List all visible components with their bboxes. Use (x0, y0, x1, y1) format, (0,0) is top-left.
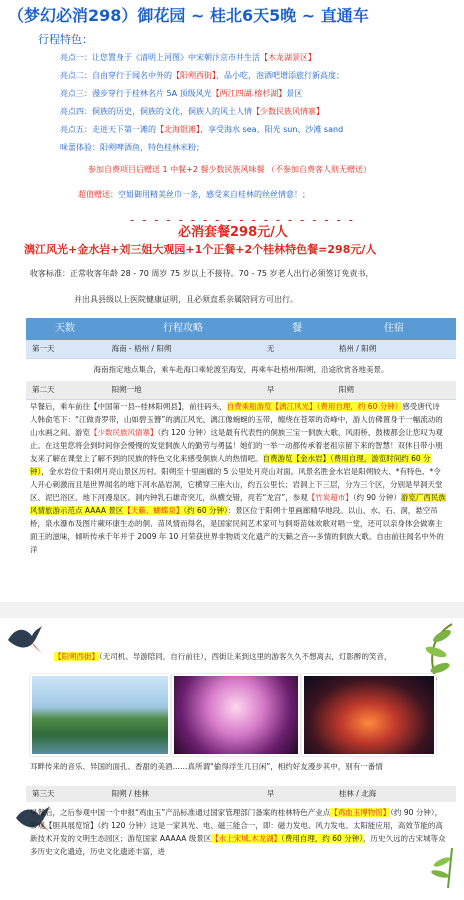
table-row (26, 381, 456, 400)
gift-meal-note: 参加自费项目后赠送 1 中餐+2 餐少数民族风味餐 （不参加自费客人则无赠送） (88, 165, 372, 174)
package-combo: 漓江风光+金水岩+刘三姐大观园+1个正餐+2个桂林特色餐=298元/人 (24, 243, 377, 256)
highlight-item: 亮点四：侗族的历史，侗族的文化，侗族人的风土人情【少数民族风情寨】 (60, 107, 324, 116)
age-requirement: 收客标准：正常收客年龄 28 - 70 周岁 75 岁以上不接待。70 - 75 岁老人出行必须签订免责书， (30, 269, 374, 278)
day-cell: 第二天 (32, 384, 55, 394)
package-price: 必消套餐298元/人 (178, 225, 288, 240)
highlight-item: 味蕾体验：阳朔啤酒鱼，特色桂林米粉； (60, 143, 204, 152)
header-day: 天数 (55, 322, 75, 334)
bamboo-icon (418, 848, 458, 888)
gift-scarf-note: 超值赠送：空姐御用精美丝巾一条，感受来自桂林的丝丝情意！； (78, 190, 310, 199)
swallow-icon (4, 618, 44, 662)
page-title: （梦幻必消298）御花园 ~ 桂北6天5晚 ~ 直通车 (8, 6, 369, 25)
night-street-photo (302, 674, 436, 756)
page-break (0, 602, 464, 618)
table-row (26, 786, 456, 802)
route-cell: 海南 - 梧州 / 阳朔 (111, 343, 172, 353)
highlight-item: 亮点三：漫步穿行于桂林名片 5A 顶级风光【两江四湖.榕杉湖】景区 (60, 89, 303, 98)
route-cell: 阳朔 / 桂林 (111, 788, 149, 798)
hotel-cell: 阳朔 (338, 384, 354, 394)
day-cell: 第一天 (32, 343, 55, 353)
itinerary-table (26, 318, 456, 400)
route-cell: 阳朔一地 (111, 384, 142, 394)
highlights-list (60, 52, 460, 160)
highlight-item: 亮点五：走进天下第一滩的【北海银滩】，享受海水 sea、阳光 sun、沙滩 sand (60, 125, 344, 134)
section-label: 行程特色： (38, 33, 93, 46)
day2-description: 早餐后，乘车前往【中国第一县--桂林阳朔县】，前往码头，自费乘船游览【漓江风光】（费用自理，约 60 分钟）感受唐代诗人韩俞笔下：“江做青罗带，山如碧玉簪”的漓江风光，漓江像蜿蜒的玉带，缠绕在苍翠的奇峰中，游人仿佛置身于一幅流动的山水画之间。游览【少数民族风情寨】（约 120 分钟）这是最有代表性的侗族三宝一侗族大歌、风雨桥、鼓楼都会让您叹为观止。在这里您将会到时间你会慢慢的发觉侗族人的勤劳与勇猛！她们的一举一动都传承着老祖宗留下来的智慧！双休日带小朋友来了解在课堂上了解不到的民族的特色文化来感受侗族人的热情吧。自费游览【金水岩】（费用自理，游览时间约 60 分钟），金水岩位于阳朔月亮山景区历村。阳朔至十里画廊的 5 公里处月亮山对面。风景名胜金水岩是阳朔较大、*有特色、*令人开心刺激而且是世界闻名的地下河水晶岩洞，它横穿三座大山，约五公里长；岩洞上下三层，分为三个区，分别是旱洞天堂区、泥巴浴区、地下河漫泉区。洞内钟乳石雄奇突兀，纵横交错，亮若“龙宫”，参观【竹炭超市】（约 90 分钟）游览广西民族风情旅游示范点 AAAA 景区【天籁、蝴蝶泉】（约 60 分钟）：景区位于阳朔十里画廊精华地段。以山、水、石、洞，悬空吊桥，泉水瀑布及图片蕨环康生态的侗、苗风情而得名，是国家民间艺术家可与侗哥苗妹欢歌对唱一堂，还可以亲身体会做寨主面王的滋味，倾听传承千年并于 2009 年 10 月荣获世界非物质文化遗产的天籁之音---多情的侗族大歌。自由前往闻名中外的洋 (30, 402, 446, 554)
meal-cell: 早 (266, 788, 275, 798)
cave-photo (172, 674, 300, 756)
leaf-icon (412, 622, 460, 682)
day3-description: 早餐后，之后参观中国一个申报“鸡血玉”产品标准通过国家管理部门备案的桂林特色产业点【鸡血玉博物馆】（约 90 分钟），参观【胆具展览馆】（约 120 分钟）这是一家具光、电、磁三能合一，即：磁力发电、风力发电、太阳能应用，高效节能的高新技术开发的文明生态园区；游览国家 AAAAA 级景区【水上宋城.木龙湖】（费用自理，约 60 分钟），历史久远的古宋城等众多历史文化遗迹，历史文化遗迹丰富，进 (30, 808, 446, 856)
highlight-item: 亮点二：自由穿行于闻名中外的【阳朔西街】，品小吃，泡酒吧增添旅行新高度； (60, 71, 344, 80)
hotel-cell: 梧州 / 阳朔 (338, 343, 377, 353)
health-requirement: 并出具县级以上医院健康证明，且必须直系亲属陪同方可出行。 (74, 295, 298, 304)
table-header (26, 318, 456, 340)
header-meal: 餐 (292, 322, 302, 334)
hotel-cell: 桂林 / 北海 (338, 788, 377, 798)
table-row (26, 340, 456, 359)
karst-river-photo (30, 674, 170, 756)
header-route: 行程攻略 (163, 322, 203, 334)
meal-cell: 早 (266, 384, 275, 394)
meal-cell: 无 (266, 343, 275, 353)
dashed-divider: - - - - - - - - - - - - - - - - - - - (130, 213, 355, 227)
header-hotel: 住宿 (384, 322, 404, 334)
day-cell: 第三天 (32, 788, 55, 798)
photo-caption: 耳畔传来的音乐、异国的面孔、香甜的美酒……真所谓“偷得浮生几日闲”，相约好友漫步其中，别有一番情 (30, 762, 383, 771)
day1-note: 海南指定地点集合，乘车赴海口乘轮渡至海安，再乘车赴梧州/阳朔，沿途欣赏各地美景。 (26, 359, 456, 381)
west-street-line: 【阳朔西街】（无司机、导游陪同，自行前往），西街让来到这里的游客久久不想离去，灯影醉的笑音， (54, 652, 392, 661)
highlight-item: 亮点一：让您置身于《清明上河图》中宋朝汴京市井生活【木龙湖景区】 (60, 53, 316, 62)
